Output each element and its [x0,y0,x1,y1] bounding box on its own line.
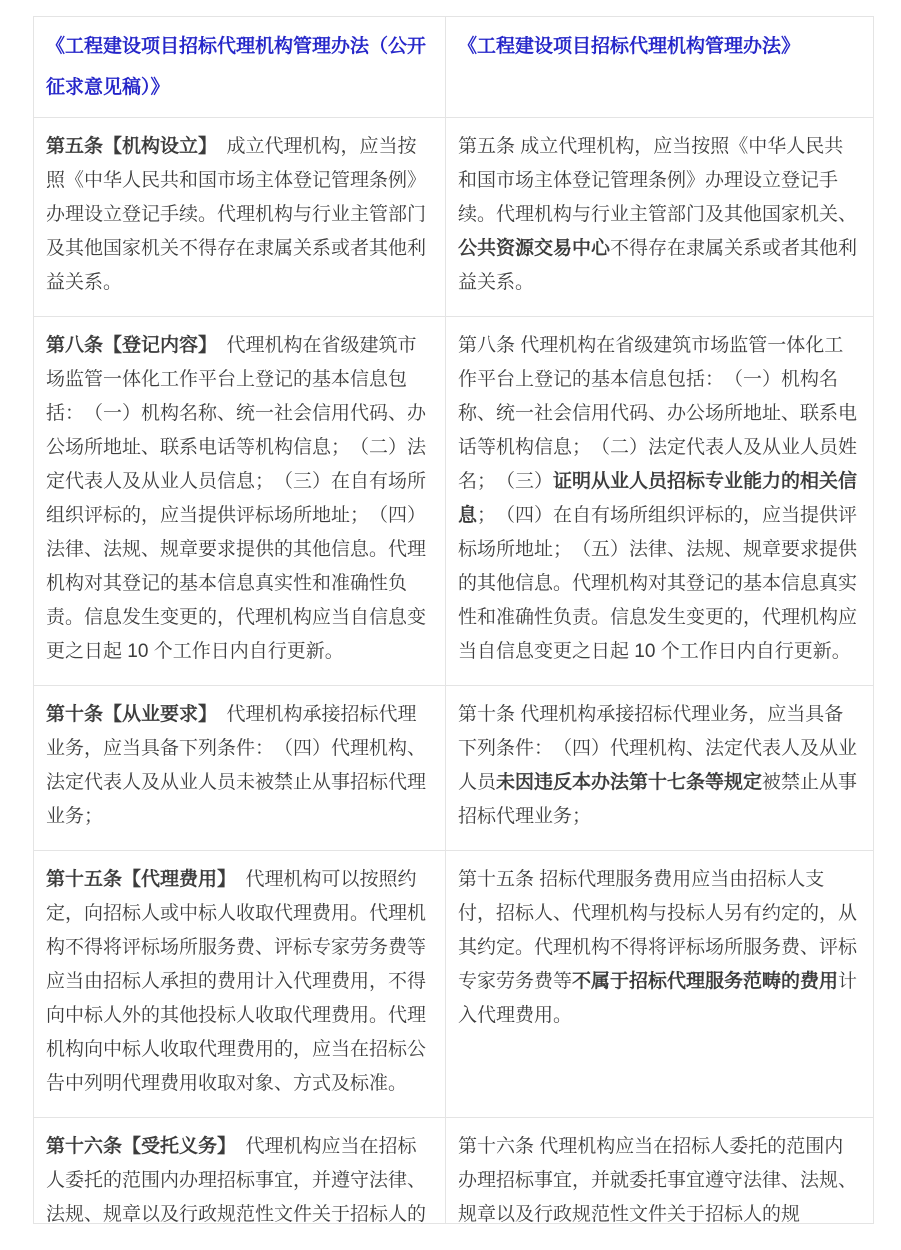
doc-title-draft-version: 《工程建设项目招标代理机构管理办法（公开征求意见稿）》 [34,17,446,118]
body-text: 被禁止从事招标代理业务； [458,772,858,827]
emphasized-text: 第五条【机构设立】 [46,136,208,157]
emphasized-text: 第八条【登记内容】 [46,335,208,356]
cell-final-version [446,317,874,686]
table-row [34,118,874,317]
emphasized-text: 公共资源交易中心 [458,238,611,259]
body-text: 代理机构应当在招标人委托的范围内办理招标事宜，并遵守法律、法规、规章以及行政规范性文件关于招标人的 [46,1136,427,1224]
regulation-comparison-table [33,16,874,1224]
body-text: 代理机构在省级建筑市场监管一体化工作平台上登记的基本信息包括： （一）机构名称、统一社会信用代码、办公场所地址、联系电话等机构信息； （二）法定代表人及从业人员信息； （三）在自有场所组织评标的，应当提供评标场所地址； （四）法律、法规、规章要求提供的其他信息。代理机构对其登记的基本信息真实性和准确性负责。信息发生变更的，代理机构应当自信息变更之日起 10 个工作日内自行更新。 [46,335,427,662]
cell-final-version [446,851,874,1118]
body-text: 第八条 代理机构在省级建筑市场监管一体化工作平台上登记的基本信息包括： （一）机构名称、统一社会信用代码、办公场所地址、联系电话等机构信息； （二）法定代表人及从业人员姓名； （三） [458,335,858,492]
body-text: 不得存在隶属关系或者其他利益关系。 [458,238,858,293]
emphasized-text: 不属于招标代理服务范畴的费用 [572,971,839,992]
table-row [34,1118,874,1225]
cell-final-version [446,1118,874,1225]
cell-draft-version [34,1118,446,1225]
cell-final-version [446,686,874,851]
table-row [34,317,874,686]
document-comparison-view [33,16,874,1224]
body-text: 第十条 代理机构承接招标代理业务，应当具备下列条件： （四）代理机构、法定代表人及从业人员 [458,704,858,793]
body-text: 计入代理费用。 [458,971,858,1026]
emphasized-text: 第十六条【受托义务】 [46,1136,227,1157]
body-text: 成立代理机构，应当按照《中华人民共和国市场主体登记管理条例》办理设立登记手续。代理机构与行业主管部门及其他国家机关不得存在隶属关系或者其他利益关系。 [46,136,427,293]
comparison-table-body [34,118,874,1225]
table-header [34,17,874,118]
table-row [34,686,874,851]
cell-final-version [446,118,874,317]
emphasized-text: 第十条【从业要求】 [46,704,208,725]
body-text: 第十六条 代理机构应当在招标人委托的范围内办理招标事宜，并就委托事宜遵守法律、法规、规章以及行政规范性文件关于招标人的规 [458,1136,858,1224]
emphasized-text: 未因违反本办法第十七条等规定 [496,772,763,793]
table-row [34,851,874,1118]
body-text: 代理机构可以按照约定，向招标人或中标人收取代理费用。代理机构不得将评标场所服务费、评标专家劳务费等应当由招标人承担的费用计入代理费用，不得向中标人外的其他投标人收取代理费用。代理机构向中标人收取代理费用的，应当在招标公告中列明代理费用收取对象、方式及标准。 [46,869,427,1094]
emphasized-text: 第十五条【代理费用】 [46,869,227,890]
cell-draft-version [34,851,446,1118]
emphasized-text: 证明从业人员招标专业能力的相关信息 [458,471,858,526]
body-text: 第五条 成立代理机构，应当按照《中华人民共和国市场主体登记管理条例》办理设立登记手续。代理机构与行业主管部门及其他国家机关、 [458,136,858,225]
cell-draft-version [34,118,446,317]
doc-title-final-version: 《工程建设项目招标代理机构管理办法》 [446,17,874,118]
body-text: 代理机构承接招标代理业务，应当具备下列条件： （四）代理机构、法定代表人及从业人员未被禁止从事招标代理业务； [46,704,427,827]
body-text: ； （四）在自有场所组织评标的，应当提供评标场所地址； （五）法律、法规、规章要求提供的其他信息。代理机构对其登记的基本信息真实性和准确性负责。信息发生变更的，代理机构应当自信息变更之日起 10 个工作日内自行更新。 [458,505,858,662]
body-text: 第十五条 招标代理服务费用应当由招标人支付，招标人、代理机构与投标人另有约定的，从其约定。代理机构不得将评标场所服务费、评标专家劳务费等 [458,869,858,992]
cell-draft-version [34,317,446,686]
header-row [34,17,874,118]
cell-draft-version [34,686,446,851]
